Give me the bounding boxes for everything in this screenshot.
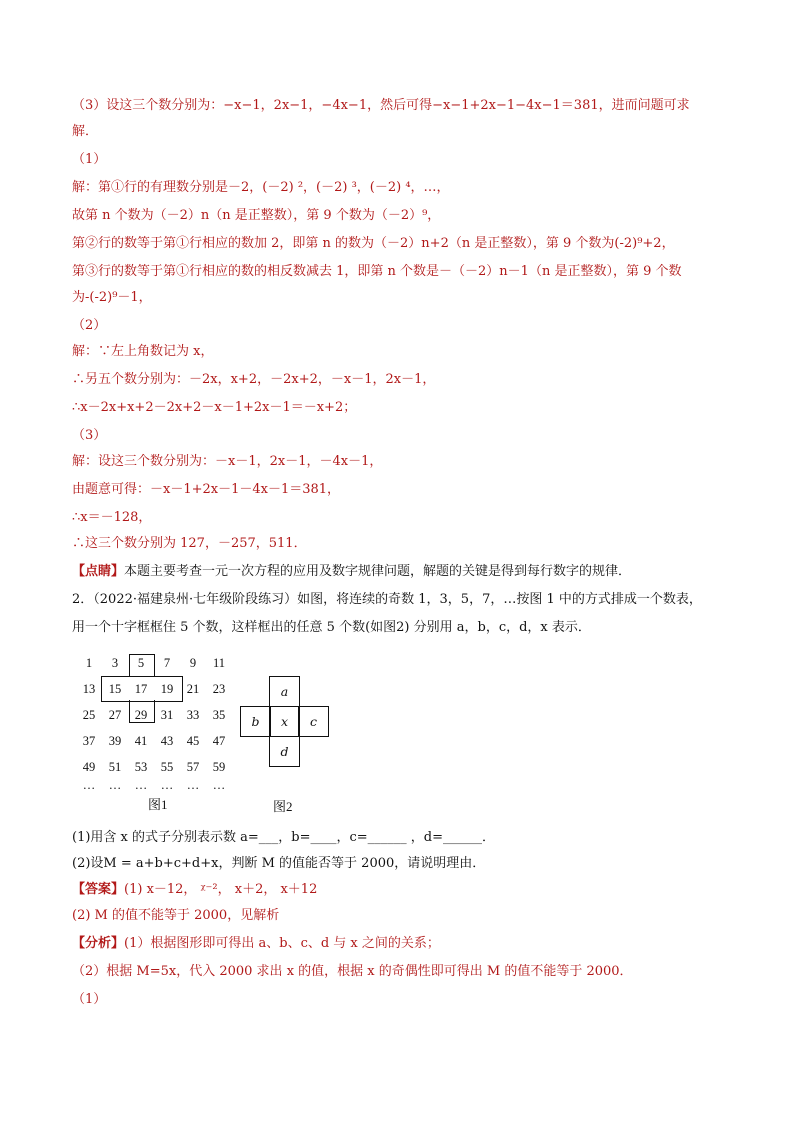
solution-line-3: 第②行的数等于第①行相应的数加 2，即第 n 的数为（－2）n+2（n 是正整数），第 9 个数为(-2)⁹+2，: [72, 236, 675, 251]
figure1-cell: 7: [163, 656, 171, 670]
figure1-cell: …: [212, 778, 226, 792]
figure1-cell: 13: [82, 682, 96, 696]
figure1-cell: 47: [212, 734, 226, 748]
figure1-caption: 图1: [148, 797, 168, 812]
figure1-cell: 5: [137, 656, 145, 670]
part3-intro-line2: 解．: [72, 124, 99, 139]
figure2-cell-c: c: [298, 706, 329, 737]
figure1-cell: 19: [160, 682, 174, 696]
figure1-cross-middle: [101, 676, 183, 702]
analysis-line-3: （1）: [72, 992, 107, 1007]
part3-intro-line1: [72, 96, 690, 116]
figure1-cell: 27: [108, 708, 122, 722]
figure1-cell: 59: [212, 760, 226, 774]
part3-intro-a: （3）设这三个数分别为：: [72, 98, 224, 113]
question-2: (2)设M = a+b+c+d+x，判断 M 的值能否等于 2000，请说明理由．: [72, 856, 486, 871]
figure1-cell: …: [186, 778, 200, 792]
figure2-caption: 图2: [273, 799, 293, 814]
part3-intro-b: −x−1，2x−1，−4x−1，然后可得−x−1+2x−1−4x−1＝381，进而问题可求: [223, 98, 690, 113]
figure1-cell: 53: [134, 760, 148, 774]
figure1-cell: 3: [111, 656, 119, 670]
solution-line-9: 解：设这三个数分别为：－x－1，2x－1，－4x－1，: [72, 454, 383, 469]
solution-part2-label: （2）: [72, 318, 107, 333]
figure2-cell-x: x: [269, 706, 300, 737]
figure1-cell: …: [82, 778, 96, 792]
answer-line-2: (2) M 的值不能等于 2000，见解析: [72, 908, 280, 923]
figure1-cell: …: [108, 778, 122, 792]
figure1-cross-top: [129, 654, 155, 677]
figure2-cross: [240, 676, 340, 816]
analysis-line-1: [72, 934, 440, 954]
problem2-line1: 2．（2022·福建泉州·七年级阶段练习）如图，将连续的奇数 1，3，5，7，…按图 1 中的方式排成一个数表，: [72, 592, 702, 607]
question-1: (1)用含 x 的式子分别表示数 a=___，b=____，c=______ ，d=______．: [72, 830, 496, 845]
figure1-cell: 35: [212, 708, 226, 722]
solution-line-7: ∴另五个数分别为：－2x，x+2，－2x+2，－x－1，2x－1，: [72, 372, 436, 387]
solution-part3-label: （3）: [72, 428, 107, 443]
figure1-cell: 17: [134, 682, 148, 696]
figure1-cell: 51: [108, 760, 122, 774]
figure1-cross-bottom: [129, 700, 155, 723]
figure1-cell: 57: [186, 760, 200, 774]
figure1-cell: 9: [189, 656, 197, 670]
comment-line: [72, 562, 631, 582]
figure1-cell: 31: [160, 708, 174, 722]
figure1-cell: 33: [186, 708, 200, 722]
answer-text-1: (1) x－12， ᵡ⁻²， x＋2， x＋12: [124, 882, 318, 897]
answer-line-1: [72, 880, 317, 900]
figure1-cell: 15: [108, 682, 122, 696]
solution-line-6: 解：∵左上角数记为 x，: [72, 344, 214, 359]
figure1-cell: 43: [160, 734, 174, 748]
figure1-cell: 55: [160, 760, 174, 774]
analysis-tag: 【分析】: [72, 936, 125, 951]
figure1-cell: 29: [134, 708, 148, 722]
solution-line-4: 第③行的数等于第①行相应的数的相反数减去 1，即第 n 个数是－（－2）n－1（n 是正整数），第 9 个数: [72, 264, 682, 279]
figure1-cell: 49: [82, 760, 96, 774]
analysis-line-2: （2）根据 M=5x，代入 2000 求出 x 的值，根据 x 的奇偶性即可得出 M 的值不能等于 2000．: [72, 964, 633, 979]
figure1-table: [76, 652, 246, 812]
answer-tag: 【答案】: [72, 882, 125, 897]
figure1-cell: …: [160, 778, 174, 792]
figure1-cell: …: [134, 778, 148, 792]
figure1-cell: 39: [108, 734, 122, 748]
figure1-cell: 21: [186, 682, 200, 696]
figure1-cell: 37: [82, 734, 96, 748]
figure1-cell: 11: [212, 656, 226, 670]
figure1-cell: 23: [212, 682, 226, 696]
analysis-text-1: (1）根据图形即可得出 a、b、c、d 与 x 之间的关系；: [124, 936, 440, 951]
figure1-cell: 41: [134, 734, 148, 748]
comment-tag: 【点睛】: [72, 564, 125, 579]
solution-line-2: 故第 n 个数为（－2）n（n 是正整数），第 9 个数为（－2）⁹，: [72, 208, 441, 223]
figure1-cell: 25: [82, 708, 96, 722]
figure2-cell-d: d: [269, 736, 300, 767]
solution-part1-label: （1）: [72, 152, 107, 167]
solution-line-11: ∴x＝－128，: [72, 510, 152, 525]
figure2-cell-b: b: [240, 706, 271, 737]
comment-text: 本题主要考查一元一次方程的应用及数字规律问题，解题的关键是得到每行数字的规律．: [124, 564, 632, 579]
figure1-cell: 45: [186, 734, 200, 748]
solution-line-8: ∴x－2x+x+2－2x+2－x－1+2x－1＝－x+2；: [72, 400, 357, 415]
problem2-line2: 用一个十字框框住 5 个数，这样框出的任意 5 个数(如图2) 分别用 a，b，c，d，x 表示．: [72, 620, 591, 635]
solution-line-12: ∴这三个数分别为 127，－257，511．: [72, 536, 307, 551]
figure2-cell-a: a: [269, 676, 300, 707]
solution-line-5: 为-(-2)⁹－1，: [72, 290, 152, 305]
figure1-cell: 1: [85, 656, 93, 670]
solution-line-1: 解：第①行的有理数分别是－2，(－2) ²，(－2) ³，(－2) ⁴，…，: [72, 180, 450, 195]
solution-line-10: 由题意可得：－x－1+2x－1－4x－1＝381，: [72, 482, 341, 497]
